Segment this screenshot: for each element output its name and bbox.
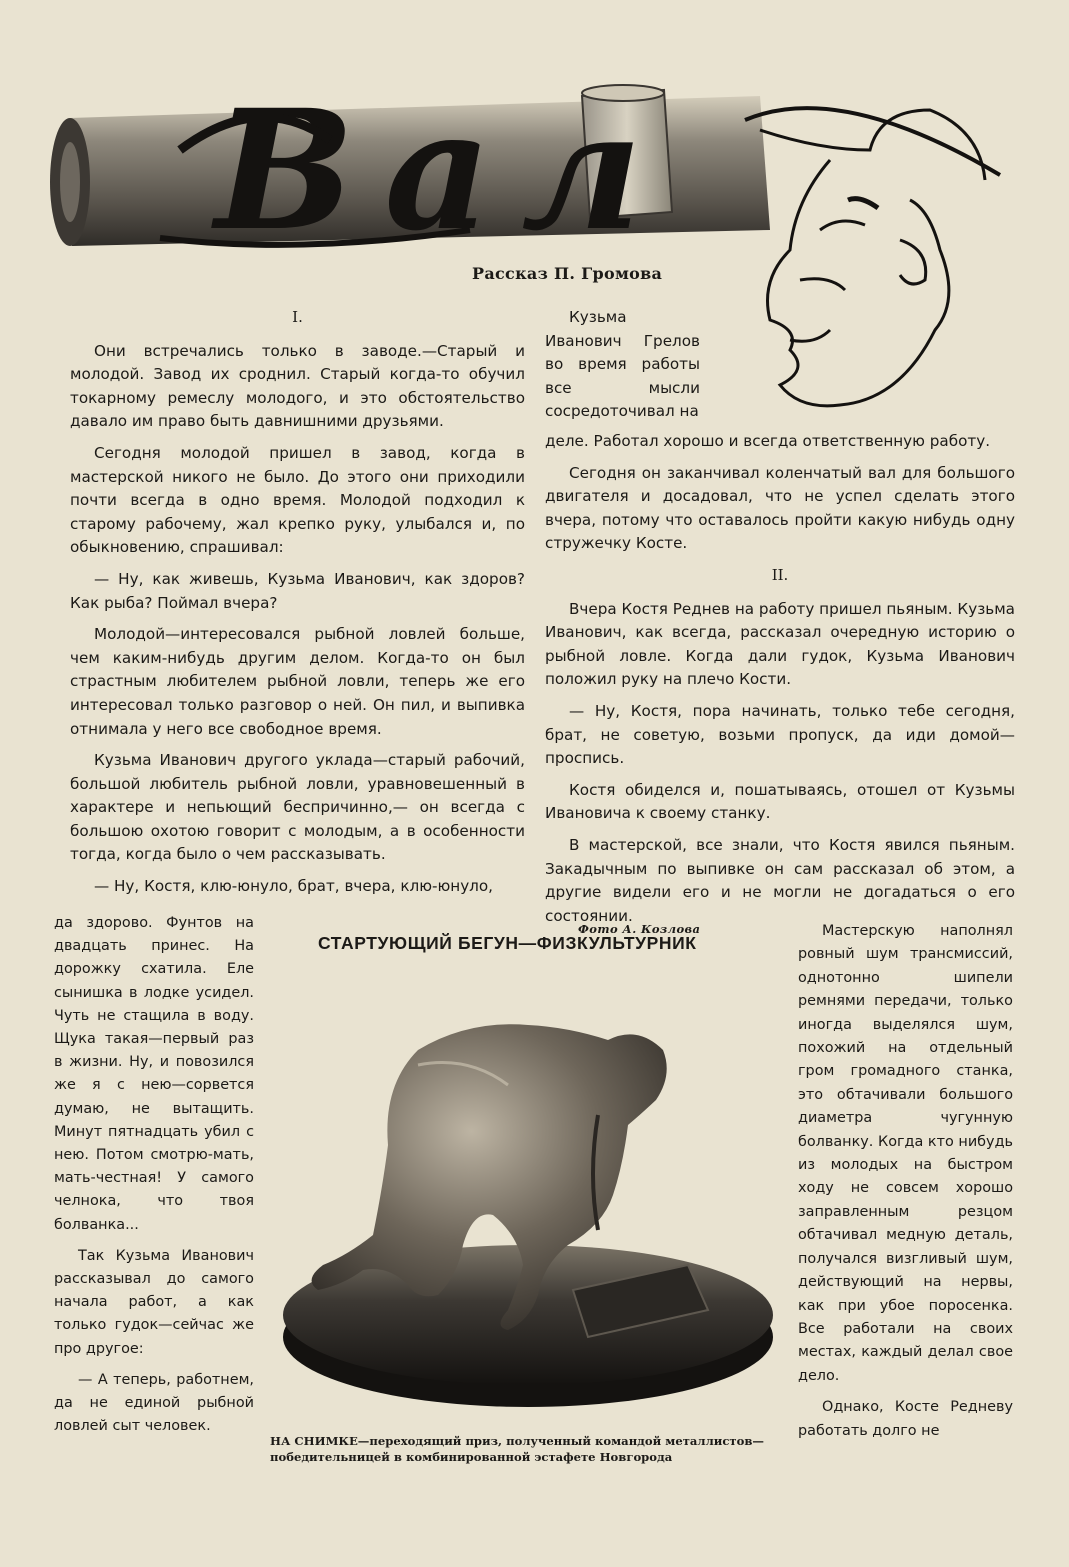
photo-caption: НА СНИМКЕ—переходящий приз, полученный командой металлистов—победительницей в комбинированной эстафете Новгорода — [270, 1434, 764, 1464]
paragraph: Однако, Косте Редневу работать долго не — [798, 1399, 1013, 1439]
caricature-face — [745, 108, 1000, 406]
left-column — [70, 306, 525, 907]
paragraph: Молодой—интересовался рыбной ловлей больше, чем каким-нибудь другим делом. Когда-то он был страстным любителем рыбной ловли, теперь же его интересовал только разговор о ней. Он пил, и выпивка отнимала у него все свободное время. — [70, 625, 525, 738]
paragraph: Они встречались только в заводе.—Старый и молодой. Завод их сроднил. Старый когда-то обучил токарному ремеслу молодого, и это обстоятельство давало им право быть давнишними друзьями. — [70, 341, 525, 431]
paragraph: — Ну, как живешь, Кузьма Иванович, как здоров? Как рыба? Поймал вчера? — [70, 569, 525, 612]
section-number-2: II. — [771, 565, 789, 584]
paragraph: Кузьма Иванович Грелов во время работы все мысли сосредоточивал на — [545, 308, 700, 421]
paragraph: — А теперь, работнем, да не единой рыбной ловлей сыт человек. — [54, 1371, 254, 1435]
right-intro-narrow — [545, 306, 700, 432]
section-number-1: I. — [292, 308, 303, 326]
right-column — [545, 430, 1015, 936]
paragraph: деле. Работал хорошо и всегда ответственную работу. — [545, 432, 991, 450]
byline: Рассказ П. Громова — [472, 264, 663, 283]
paragraph: Сегодня он заканчивал коленчатый вал для большого двигателя и досадовал, что не успел сделать этого вчера, потому что оставалось пройти какую нибудь одну стружечку Косте. — [545, 463, 1015, 553]
paragraph: Мастерскую наполнял ровный шум трансмиссий, однотонно шипели ремнями передачи, только иногда выделялся шум, похожий на отдельный гром громадного станка, это обтачивали большого диаметра чугунную болванку. Когда кто нибудь из молодых на быстром ходу не совсем хорошо заправленным резцом обтачивал медную деталь, получался визгливый шум, действующий на нервы, как при убое поросенка. Все работали на своих местах, каждый делал свое дело. — [798, 923, 1013, 1384]
trophy-photo — [268, 965, 788, 1425]
narrow-left-column — [54, 912, 254, 1446]
narrow-right-column — [798, 920, 1013, 1451]
paragraph: Вчера Костя Реднев на работу пришел пьяным. Кузьма Иванович, как всегда, рассказал очередную историю о рыбной ловле. Когда дали гудок, Кузьма Иванович положил руку на плечо Кости. — [545, 599, 1015, 689]
photo-credit: Фото А. Козлова — [578, 922, 701, 936]
paragraph: Так Кузьма Иванович рассказывал до самого начала работ, а как только гудок—сейчас же про другое: — [54, 1247, 254, 1357]
paragraph: — Ну, Костя, пора начинать, только тебе сегодня, брат, не советую, возьми пропуск, да иди домой—проспись. — [545, 701, 1015, 768]
title-lettering: Вал — [215, 73, 673, 267]
paragraph: Костя обиделся и, пошатываясь, отошел от Кузьмы Ивановича к своему станку. — [545, 780, 1015, 823]
paragraph: да здорово. Фунтов на двадцать принес. На дорожку схатила. Еле сынишка в лодке усидел. Чуть не стащила в воду. Щука такая—первый раз в жизни. Ну, и повозился же я с нею—сорвется думаю, не вытащить. Минут пятнадцать убил с нею. Потом смотрю-мать, мать-честная! У самого челнока, что твоя болванка... — [54, 915, 254, 1233]
paragraph: Сегодня молодой пришел в завод, когда в мастерской никого не было. До этого они приходили почти всегда в одно время. Молодой подходил к старому рабочему, жал крепко руку, улыбался и, по обыкновению, спрашивал: — [70, 443, 525, 557]
paragraph: Кузьма Иванович другого уклада—старый рабочий, большой любитель рыбной ловли, уравновешенный в характере и непьющий беспричинно,— он всегда с большою охотою говорит с молодым, а в особенности тогда, когда было о чем рассказывать. — [70, 751, 525, 864]
photo-title: СТАРТУЮЩИЙ БЕГУН—ФИЗКУЛЬТУРНИК — [318, 933, 697, 953]
paragraph: — Ну, Костя, клю-юнуло, брат, вчера, клю-юнуло, — [94, 877, 494, 896]
paragraph: В мастерской, все знали, что Костя явился пьяным. Закадычным по выпивке он сам рассказал об этом, а другие видели его и не могли не догадаться о его состоянии. — [545, 835, 1015, 925]
